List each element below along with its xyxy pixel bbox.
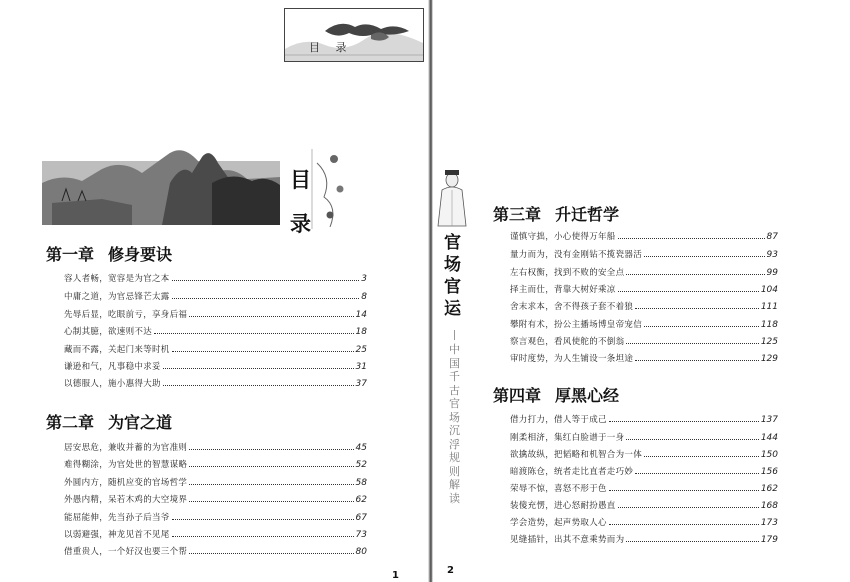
entry-title: 察言观色，看风使舵的不倒翁 [510, 337, 625, 347]
entry-page: 144 [760, 433, 778, 443]
toc-entry[interactable] [510, 230, 778, 242]
entry-page: 37 [355, 379, 367, 389]
entry-page: 25 [355, 345, 367, 355]
entry-page: 62 [355, 495, 367, 505]
entry-title: 左右权衡，找到不败的安全点 [510, 268, 625, 278]
entry-title: 装傻充愣，进心怒耐扮愚直 [510, 501, 616, 511]
entry-page: 129 [760, 354, 778, 364]
toc-entry[interactable] [64, 325, 367, 337]
entry-title: 谨慎守拙，小心使得万年船 [510, 232, 616, 242]
toc-entry[interactable] [64, 545, 367, 557]
leader-dots [189, 501, 353, 502]
entry-page: 173 [760, 518, 778, 528]
entry-page: 179 [760, 535, 778, 545]
entry-title: 刚柔相济，集红白脸谱于一身 [510, 433, 625, 443]
toc-entry[interactable] [510, 448, 778, 460]
toc-entry[interactable] [510, 516, 778, 528]
leader-dots [154, 333, 354, 334]
entry-title: 难得糊涂，为官处世的智慧谋略 [64, 460, 188, 470]
banner-title: 目录 [290, 167, 311, 236]
page-number: 2 [447, 565, 454, 576]
chapter-heading [46, 410, 172, 433]
leader-dots [172, 298, 360, 299]
entry-title: 量力而为，没有金刚钻不揽瓷器活 [510, 250, 643, 260]
leader-dots [189, 466, 353, 467]
entry-page: 156 [760, 467, 778, 477]
leader-dots [626, 274, 764, 275]
leader-dots [626, 343, 758, 344]
leader-dots [618, 291, 759, 292]
entry-title: 见缝插针，出其不意乘势而为 [510, 535, 625, 545]
leader-dots [618, 507, 759, 508]
toc-entry[interactable] [510, 300, 778, 312]
chapter-title: 为官之道 [108, 413, 173, 432]
entry-page: 58 [355, 478, 367, 488]
leader-dots [163, 385, 354, 386]
entry-page: 31 [355, 362, 367, 372]
toc-entry[interactable] [64, 441, 367, 453]
leader-dots [189, 449, 353, 450]
entry-page: 67 [355, 513, 367, 523]
chapter-heading [493, 202, 619, 225]
leader-dots [635, 360, 759, 361]
entry-title: 攀附有术，扮公主播场博皇帝宠信 [510, 320, 643, 330]
toc-entry[interactable] [510, 283, 778, 295]
toc-entry[interactable] [64, 290, 367, 302]
entry-title: 心制其臆，欲速则不达 [64, 327, 153, 337]
entry-page: 8 [361, 292, 367, 302]
entry-title: 荣辱不惊，喜怒不形于色 [510, 484, 607, 494]
toc-entry[interactable] [64, 308, 367, 320]
leader-dots [618, 238, 765, 239]
entry-title: 暗渡陈仓，统者走比直者走巧妙 [510, 467, 634, 477]
chapter-heading [493, 383, 619, 406]
entry-page: 168 [760, 501, 778, 511]
leader-dots [172, 351, 354, 352]
leader-dots [189, 316, 353, 317]
leader-dots [644, 256, 765, 257]
entry-page: 3 [361, 274, 367, 284]
leader-dots [609, 490, 759, 491]
toc-entry[interactable] [64, 360, 367, 372]
entry-page: 150 [760, 450, 778, 460]
entry-page: 18 [355, 327, 367, 337]
entry-title: 外愚内精，呆若木鸡的大空境界 [64, 495, 188, 505]
entry-page: 87 [766, 232, 778, 242]
page-number: 1 [392, 570, 399, 581]
toc-entry[interactable] [64, 343, 367, 355]
entry-page: 73 [355, 530, 367, 540]
entry-title: 以德服人，施小惠得大助 [64, 379, 161, 389]
header-vignette [284, 8, 424, 62]
leader-dots [189, 553, 353, 554]
toc-entry[interactable] [510, 335, 778, 347]
toc-entry[interactable] [510, 266, 778, 278]
leader-dots [172, 519, 354, 520]
entry-page: 118 [760, 320, 778, 330]
entry-page: 14 [355, 310, 367, 320]
chapter-title: 修身要诀 [108, 245, 173, 264]
leader-dots [172, 536, 354, 537]
entry-page: 93 [766, 250, 778, 260]
toc-entry[interactable] [64, 528, 367, 540]
leader-dots [609, 524, 759, 525]
entry-title: 择主而仕，背靠大树好乘凉 [510, 285, 616, 295]
leader-dots [163, 368, 354, 369]
entry-page: 104 [760, 285, 778, 295]
toc-entry[interactable] [510, 431, 778, 443]
entry-title: 中庸之道，为官忌锋芒太露 [64, 292, 170, 302]
entry-title: 居安思危，兼收并蓄的为官准则 [64, 443, 188, 453]
entry-page: 52 [355, 460, 367, 470]
vertical-book-title: 官场官运 [444, 233, 461, 319]
leader-dots [189, 484, 353, 485]
entry-title: 欲擒故纵，把韬略和机智合为一体 [510, 450, 643, 460]
landscape-illustration [285, 9, 423, 61]
leader-dots [644, 326, 759, 327]
toc-entry[interactable] [510, 482, 778, 494]
leader-dots [644, 456, 759, 457]
chapter-heading [46, 242, 172, 265]
title-separator [454, 330, 455, 340]
leader-dots [609, 421, 759, 422]
toc-entry[interactable] [510, 499, 778, 511]
toc-entry[interactable] [64, 377, 367, 389]
entry-title: 学会造势，起声势取人心 [510, 518, 607, 528]
chapter-title: 厚黑心经 [555, 386, 620, 405]
entry-title: 谦逊和气，凡事稳中求妥 [64, 362, 161, 372]
entry-title: 容人者畅，宽容是为官之本 [64, 274, 170, 284]
entry-title: 舍末求本，舍不得孩子套不着狼 [510, 302, 634, 312]
entry-title: 借重贵人，一个好汉也要三个帮 [64, 547, 188, 557]
vertical-book-subtitle: 中国千古官场沉浮规则解读 [449, 343, 460, 505]
entry-title: 藏而不露，关起门来等时机 [64, 345, 170, 355]
leader-dots [635, 473, 759, 474]
toc-entry[interactable] [510, 533, 778, 545]
leader-dots [626, 439, 758, 440]
toc-entry[interactable] [64, 493, 367, 505]
chapter-number: 第二章 [46, 413, 95, 432]
entry-page: 99 [766, 268, 778, 278]
toc-entry[interactable] [510, 248, 778, 260]
entry-title: 以弱避强，神龙见首不见尾 [64, 530, 170, 540]
entry-page: 111 [760, 302, 778, 312]
toc-entry[interactable] [64, 458, 367, 470]
entry-page: 162 [760, 484, 778, 494]
leader-dots [172, 280, 360, 281]
official-figure-illustration [436, 166, 468, 228]
entry-title: 能屈能伸，先当孙子后当爷 [64, 513, 170, 523]
toc-entry[interactable] [510, 318, 778, 330]
toc-entry[interactable] [64, 272, 367, 284]
entry-page: 125 [760, 337, 778, 347]
entry-title: 借力打力，借人等于成己 [510, 415, 607, 425]
chapter-title: 升迁哲学 [555, 205, 620, 224]
entry-title: 审时度势，为人生铺设一条坦途 [510, 354, 634, 364]
entry-title: 外圆内方，随机应变的官场哲学 [64, 478, 188, 488]
header-label: 目 录 [309, 41, 353, 54]
entry-page: 80 [355, 547, 367, 557]
leader-dots [626, 541, 758, 542]
entry-page: 137 [760, 415, 778, 425]
leader-dots [635, 308, 759, 309]
toc-entry[interactable] [510, 352, 778, 364]
entry-page: 45 [355, 443, 367, 453]
chapter-number: 第一章 [46, 245, 95, 264]
toc-entry[interactable] [510, 413, 778, 425]
toc-entry[interactable] [64, 511, 367, 523]
toc-entry[interactable] [64, 476, 367, 488]
chapter-number: 第三章 [493, 205, 542, 224]
toc-entry[interactable] [510, 465, 778, 477]
chapter-number: 第四章 [493, 386, 542, 405]
entry-title: 先辱后显，吃眼前亏，享身后福 [64, 310, 188, 320]
